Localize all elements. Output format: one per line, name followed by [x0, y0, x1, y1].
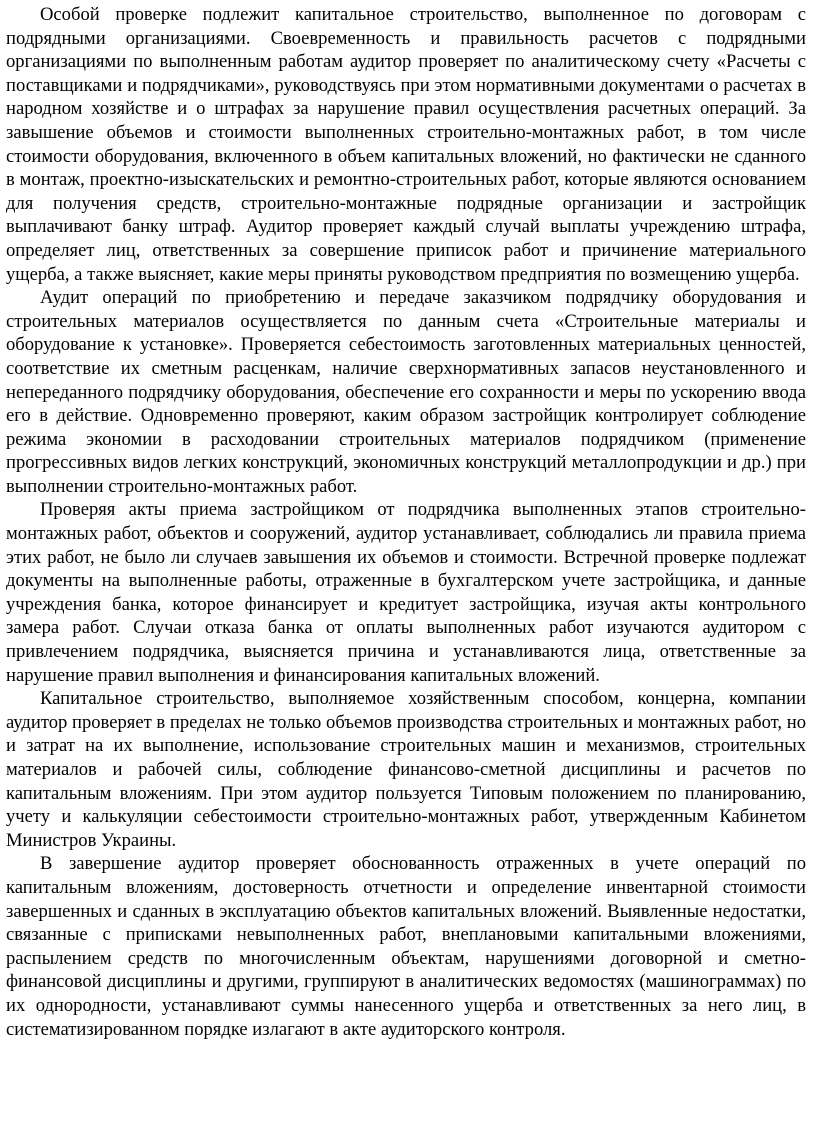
- paragraph: Особой проверке подлежит капитальное строительство, выполненное по договорам с подрядными организациями. Своевременность и правильность расчетов с подрядными организациями по выполненным работам аудитор проверяет по аналитическому счету «Расчеты с поставщиками и подрядчиками», руководствуясь при этом нормативными документами о расчетах в народном хозяйстве и о штрафах за нарушение правил осуществления расчетных операций. За завышение объемов и стоимости выполненных строительно-монтажных работ, в том числе стоимости оборудования, включенного в объем капитальных вложений, но фактически не сданного в монтаж, проектно-изыскательских и ремонтно-строительных работ, которые являются основанием для получения средств, строительно-монтажные подрядные организации и застройщик выплачивают банку штраф. Аудитор проверяет каждый случай выплаты учреждению штрафа, определяет лиц, ответственных за совершение приписок работ и причинение материального ущерба, а также выясняет, какие меры приняты руководством предприятия по возмещению ущерба.: [6, 4, 806, 285]
- paragraph: В завершение аудитор проверяет обоснованность отраженных в учете операций по капитальным вложениям, достоверность отчетности и определение инвентарной стоимости завершенных и сданных в эксплуатацию объектов капитальных вложений. Выявленные недостатки, связанные с приписками невыполненных работ, внеплановыми капитальными вложениями, распылением средств по многочисленным объектам, нарушениями договорной и сметно-финансовой дисциплины и другими, группируют в аналитических ведомостях (машинограммах) по их однородности, устанавливают суммы нанесенного ущерба и ответственных за него лиц, в систематизированном порядке излагают в акте аудиторского контроля.: [6, 853, 806, 1040]
- paragraph: Капитальное строительство, выполняемое хозяйственным способом, концерна, компании аудитор проверяет в пределах не только объемов производства строительных и монтажных работ, но и затрат на их выполнение, использование строительных машин и механизмов, строительных материалов и рабочей силы, соблюдение финансово-сметной дисциплины и расчетов по капитальным вложениям. При этом аудитор пользуется Типовым положением по планированию, учету и калькуляции себестоимости строительно-монтажных работ, утвержденным Кабинетом Министров Украины.: [6, 688, 806, 851]
- paragraph: Проверяя акты приема застройщиком от подрядчика выполненных этапов строительно-монтажных работ, объектов и сооружений, аудитор устанавливает, соблюдались ли правила приема этих работ, не было ли случаев завышения их объемов и стоимости. Встречной проверке подлежат документы на выполненные работы, отраженные в бухгалтерском учете застройщика, и данные учреждения банка, которое финансирует и кредитует застройщика, изучая акты контрольного замера работ. Случаи отказа банка от оплаты выполненных работ изучаются аудитором с привлечением подрядчика, выясняется причина и устанавливаются лица, ответственные за нарушение правил выполнения и финансирования капитальных вложений.: [6, 499, 806, 686]
- paragraph: Аудит операций по приобретению и передаче заказчиком подрядчику оборудования и строительных материалов осуществляется по данным счета «Строительные материалы и оборудование к установке». Проверяется себестоимость заготовленных материальных ценностей, соответствие их сметным расценкам, наличие сверхнормативных запасов неустановленного и непереданного подрядчику оборудования, обеспечение его сохранности и меры по ускорению ввода его в действие. Одновременно проверяют, каким образом застройщик контролирует соблюдение режима экономии в расходовании строительных материалов подрядчиком (применение прогрессивных видов легких конструкций, экономичных конструкций металлопродукции и др.) при выполнении строительно-монтажных работ.: [6, 287, 806, 497]
